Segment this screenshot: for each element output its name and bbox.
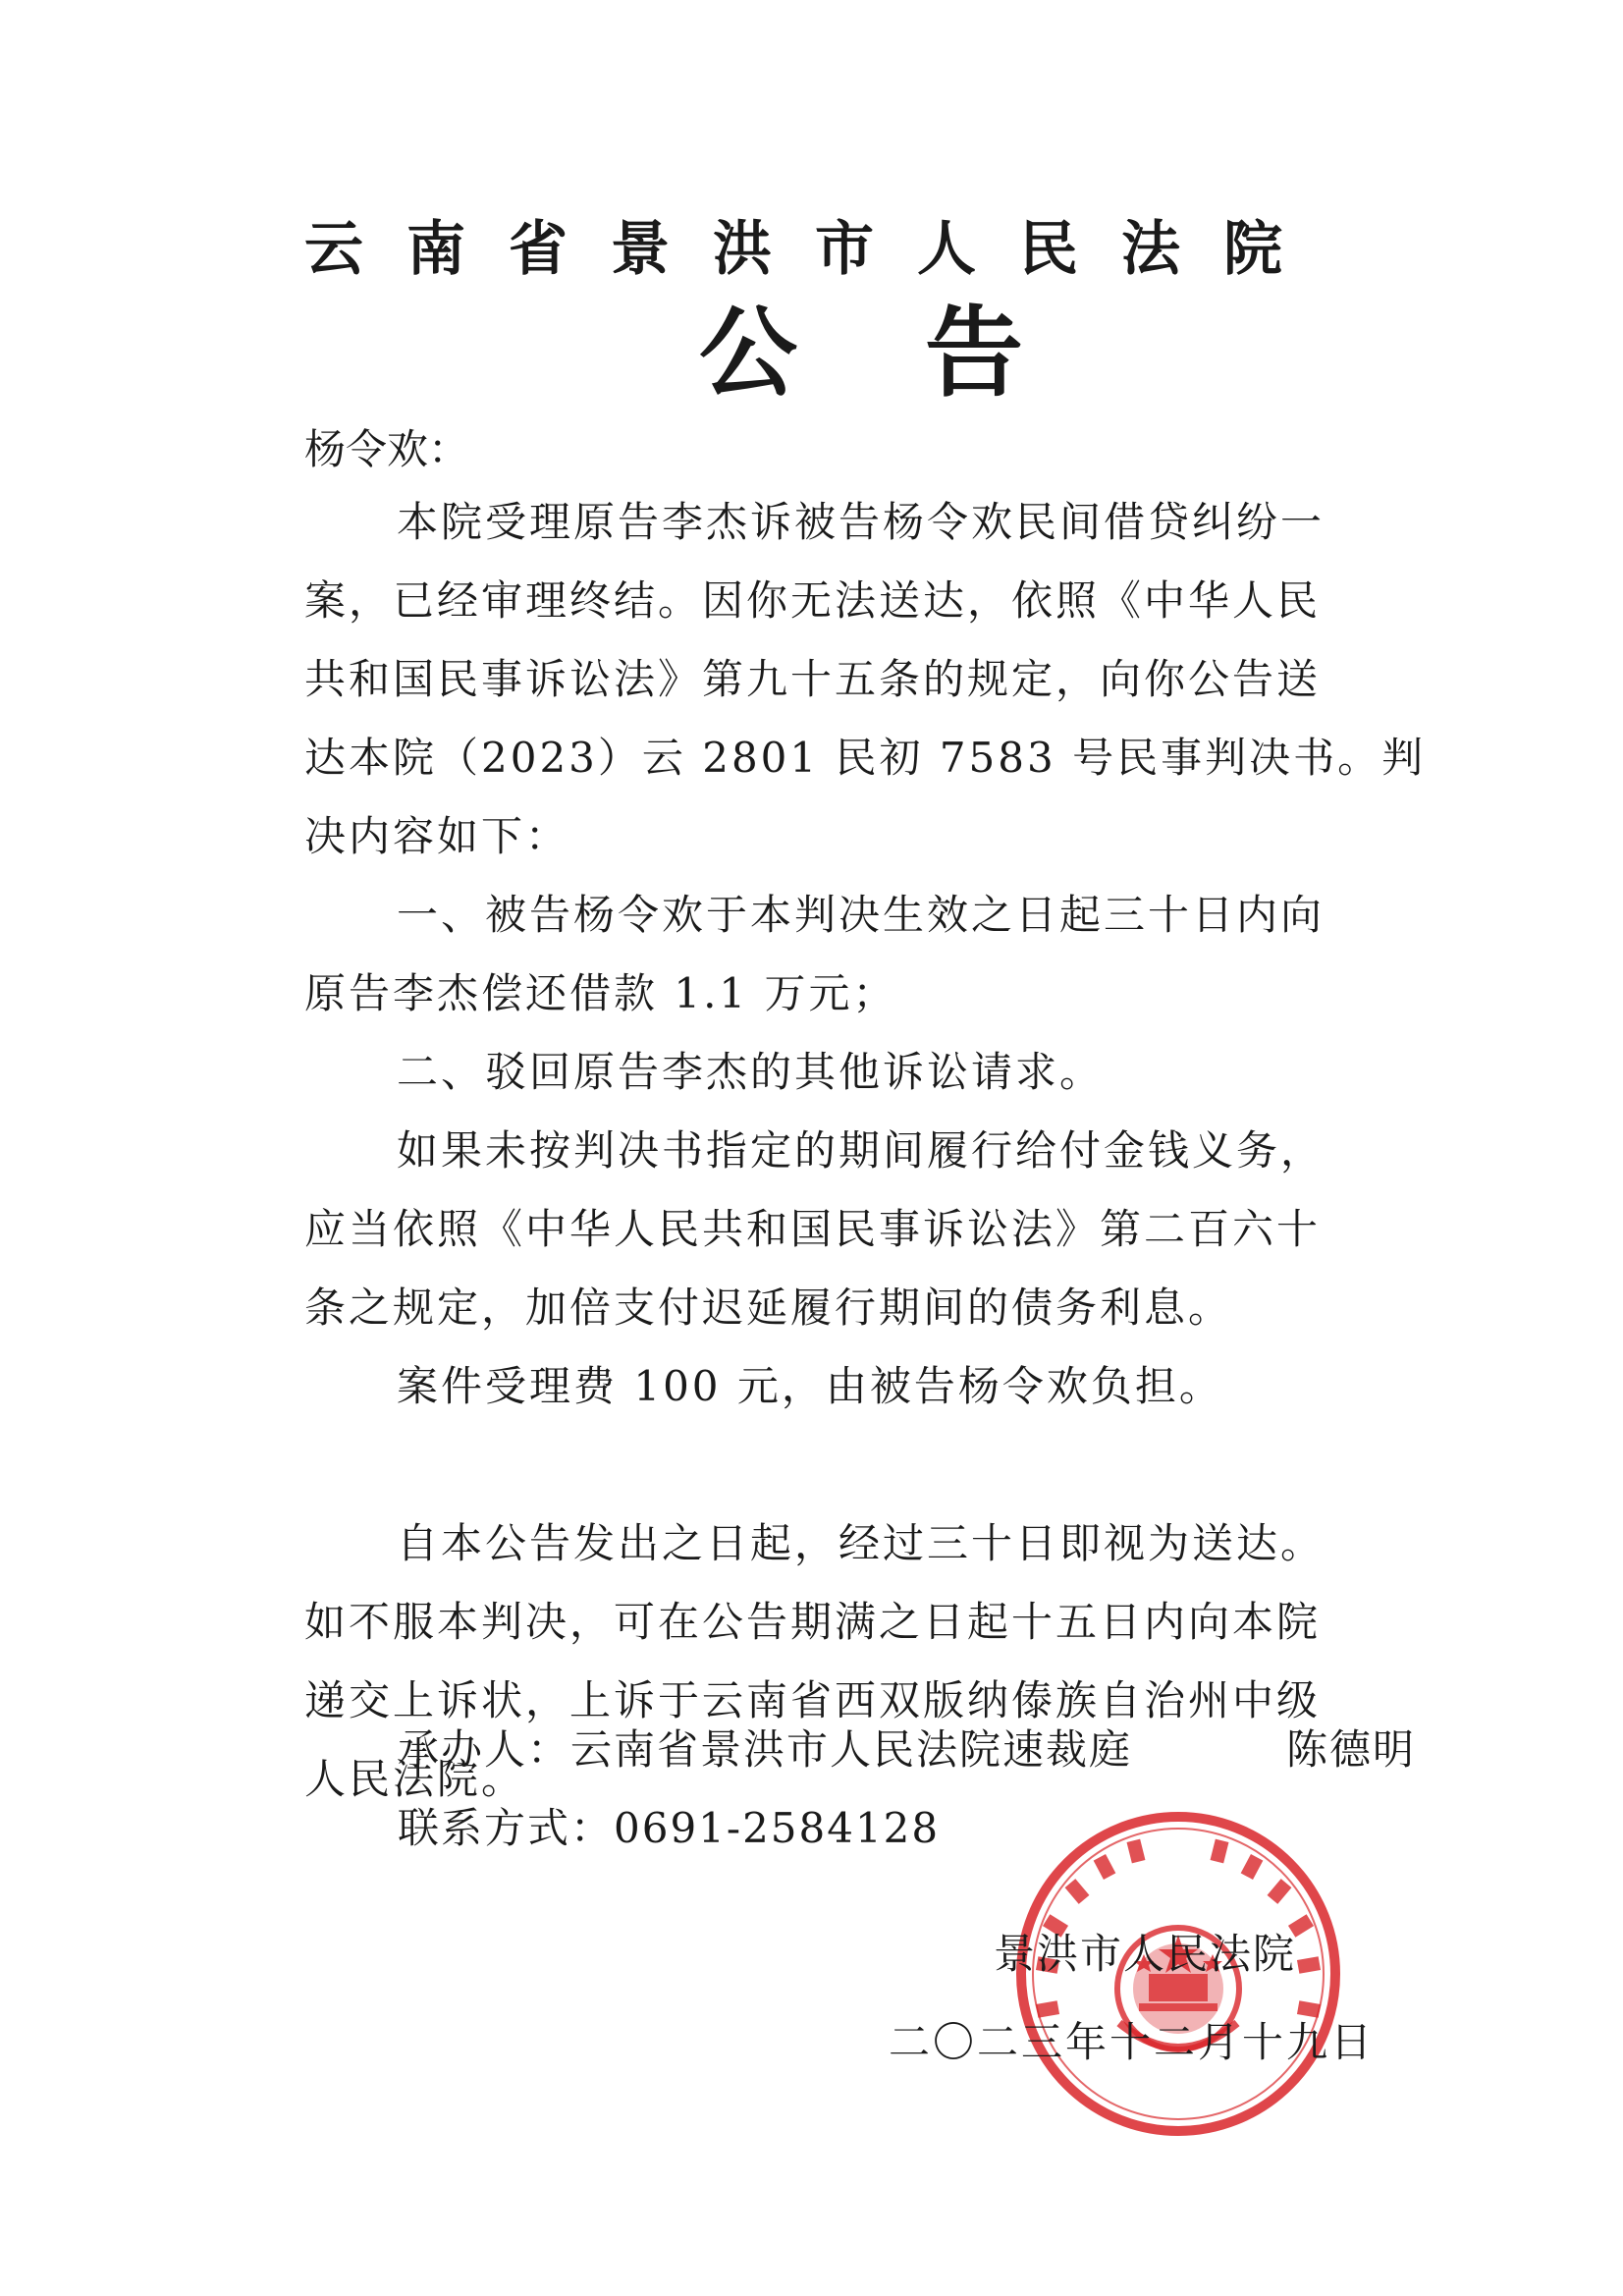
- body-line: 共和国民事诉讼法》第九十五条的规定，向你公告送: [304, 655, 1322, 703]
- document-title: 公告: [699, 296, 1151, 410]
- body-line: 二、驳回原告李杰的其他诉讼请求。: [397, 1048, 1105, 1096]
- judge-name: 陈德明: [1286, 1725, 1417, 1774]
- body-line-blank: [304, 1426, 1434, 1504]
- body-line: 人民法院。: [304, 1755, 526, 1803]
- announcement-body: [304, 483, 1434, 1819]
- body-line: 如不服本判决，可在公告期满之日起十五日内向本院: [304, 1598, 1322, 1646]
- body-line: 应当依照《中华人民共和国民事诉讼法》第二百六十: [304, 1205, 1322, 1253]
- body-line: 条之规定，加倍支付迟延履行期间的债务利息。: [304, 1284, 1233, 1332]
- signature-date: 二〇二三年十二月十九日: [889, 2018, 1376, 2066]
- body-line: 原告李杰偿还借款 1.1 万元；: [304, 969, 897, 1017]
- body-line: 案件受理费 100 元，由被告杨令欢负担。: [397, 1362, 1223, 1410]
- court-name: 云南省景洪市人民法院: [304, 215, 1325, 284]
- body-line: 如果未按判决书指定的期间履行给付金钱义务，: [397, 1126, 1325, 1175]
- signature-court: 景洪市人民法院: [994, 1930, 1297, 1978]
- body-line: 递交上诉状，上诉于云南省西双版纳傣族自治州中级: [304, 1676, 1322, 1724]
- body-line: 案，已经审理终结。因你无法送达，依照《中华人民: [304, 576, 1322, 625]
- body-line: 自本公告发出之日起，经过三十日即视为送达。: [397, 1519, 1325, 1567]
- contact-phone: 联系方式：0691-2584128: [398, 1804, 941, 1852]
- body-line: 一、被告杨令欢于本判决生效之日起三十日内向: [397, 891, 1325, 939]
- body-line: 达本院（2023）云 2801 民初 7583 号民事判决书。判: [304, 734, 1427, 782]
- case-handler: 承办人：云南省景洪市人民法院速裁庭: [398, 1725, 1133, 1774]
- body-line: 决内容如下：: [304, 812, 570, 860]
- body-line: 本院受理原告李杰诉被告杨令欢民间借贷纠纷一: [397, 498, 1325, 546]
- addressee: 杨令欢：: [304, 425, 470, 473]
